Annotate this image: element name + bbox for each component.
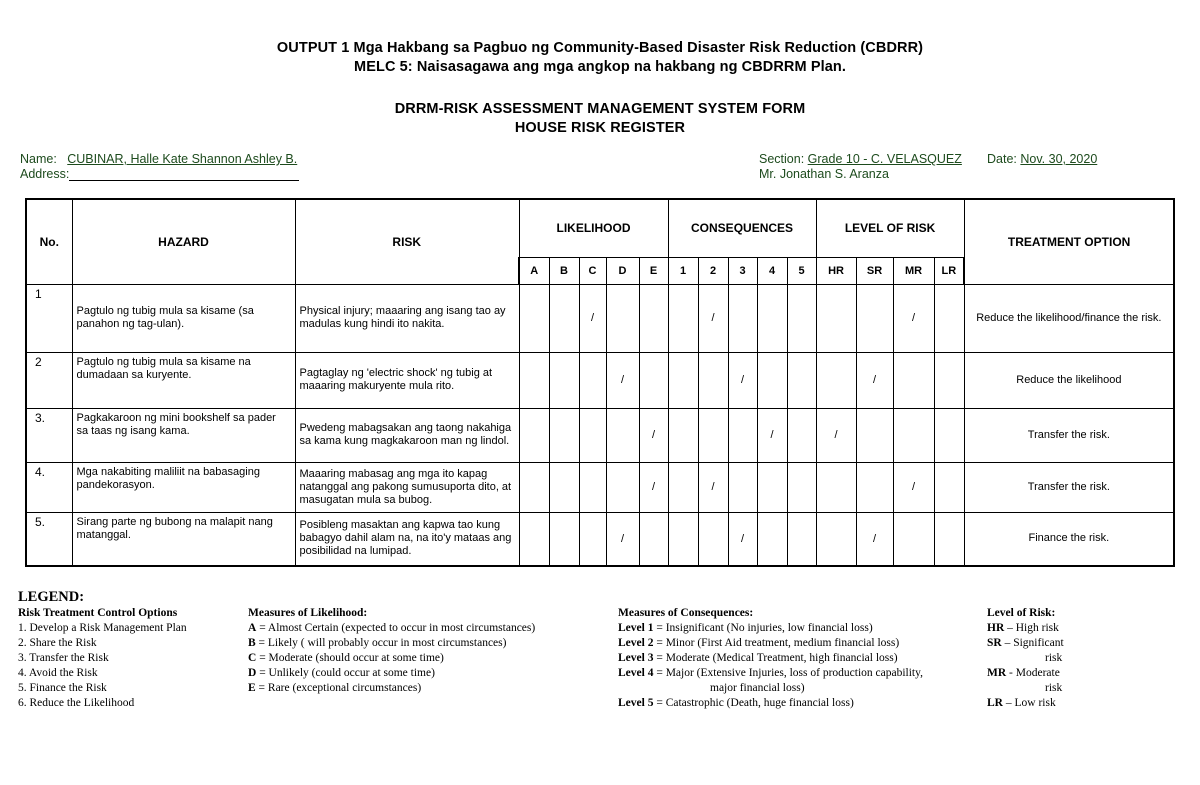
likelihood-mark-a (519, 408, 549, 462)
level-mark-mr: / (893, 462, 934, 512)
likelihood-mark-c (579, 408, 606, 462)
level-of-risk-item: risk (1045, 652, 1063, 664)
consequence-col-2: 2 (698, 257, 728, 284)
risk-cell: Pagtaglay ng 'electric shock' ng tubig at maaaring makuryente mula rito. (295, 352, 519, 408)
likelihood-mark-a (519, 284, 549, 352)
header-level-of-risk: LEVEL OF RISK (816, 199, 964, 257)
likelihood-heading: Measures of Likelihood: (248, 607, 368, 619)
level-of-risk-item: MR - Moderate (987, 667, 1060, 679)
consequence-mark-5 (787, 408, 816, 462)
table-row (26, 284, 1174, 352)
level-col-hr: HR (816, 257, 856, 284)
legend-treatment-options (18, 606, 187, 711)
consequence-mark-5 (787, 512, 816, 566)
address-field (20, 167, 299, 181)
level-mark-lr (934, 462, 964, 512)
register-body (26, 284, 1174, 566)
likelihood-item: B = Likely ( will probably occur in most circumstances) (248, 637, 507, 649)
level-mark-hr (816, 512, 856, 566)
likelihood-item: D = Unlikely (could occur at some time) (248, 667, 435, 679)
consequence-col-3: 3 (728, 257, 757, 284)
level-mark-lr (934, 408, 964, 462)
likelihood-mark-b (549, 352, 579, 408)
likelihood-mark-d (606, 462, 639, 512)
treatment-cell: Reduce the likelihood/finance the risk. (964, 284, 1174, 352)
row-number: 1 (26, 284, 72, 352)
address-label: Address: (20, 167, 70, 181)
name-value: CUBINAR, Halle Kate Shannon Ashley B. (67, 152, 298, 166)
consequence-mark-1 (668, 284, 698, 352)
likelihood-col-c: C (579, 257, 606, 284)
likelihood-col-b: B (549, 257, 579, 284)
row-number: 5. (26, 512, 72, 566)
section-field (759, 152, 962, 166)
level-of-risk-item: LR – Low risk (987, 697, 1056, 709)
likelihood-mark-d: / (606, 512, 639, 566)
likelihood-mark-a (519, 352, 549, 408)
likelihood-mark-d (606, 284, 639, 352)
likelihood-mark-c (579, 512, 606, 566)
consequence-mark-1 (668, 408, 698, 462)
header-no: No. (26, 199, 72, 284)
likelihood-item: C = Moderate (should occur at some time) (248, 652, 444, 664)
consequence-mark-1 (668, 512, 698, 566)
date-field (987, 152, 1097, 166)
legend (18, 589, 1188, 709)
consequence-mark-4 (757, 352, 787, 408)
level-mark-sr (856, 408, 893, 462)
consequence-mark-5 (787, 284, 816, 352)
row-number: 3. (26, 408, 72, 462)
likelihood-mark-b (549, 462, 579, 512)
date-label: Date: (987, 152, 1017, 166)
consequence-item: Level 1 = Insignificant (No injuries, low financial loss) (618, 622, 873, 634)
likelihood-mark-b (549, 512, 579, 566)
consequence-col-4: 4 (757, 257, 787, 284)
section-value: Grade 10 - C. VELASQUEZ (807, 152, 962, 166)
likelihood-mark-c (579, 352, 606, 408)
header-risk: RISK (295, 199, 519, 284)
table-row (26, 408, 1174, 462)
likelihood-mark-c (579, 462, 606, 512)
consequence-mark-5 (787, 352, 816, 408)
likelihood-col-e: E (639, 257, 668, 284)
consequence-item: Level 4 = Major (Extensive Injuries, loss of production capability, (618, 667, 923, 679)
consequence-mark-3 (728, 462, 757, 512)
level-of-risk-heading: Level of Risk: (987, 607, 1056, 619)
treatment-option-item: 3. Transfer the Risk (18, 652, 109, 664)
treatment-option-item: 1. Develop a Risk Management Plan (18, 622, 187, 634)
level-of-risk-item: SR – Significant (987, 637, 1064, 649)
table-row (26, 512, 1174, 566)
level-mark-lr (934, 512, 964, 566)
likelihood-mark-b (549, 284, 579, 352)
treatment-option-item: 4. Avoid the Risk (18, 667, 98, 679)
level-mark-sr (856, 284, 893, 352)
likelihood-mark-e: / (639, 408, 668, 462)
header-treatment-option: TREATMENT OPTION (964, 199, 1174, 284)
level-mark-lr (934, 352, 964, 408)
hazard-cell: Pagkakaroon ng mini bookshelf sa pader sa taas ng isang kama. (72, 408, 295, 462)
treatment-cell: Transfer the risk. (964, 408, 1174, 462)
section-label: Section: (759, 152, 805, 166)
consequence-mark-4 (757, 512, 787, 566)
risk-cell: Pwedeng mabagsakan ang taong nakahiga sa kama kung magkakaroon man ng lindol. (295, 408, 519, 462)
consequence-col-1: 1 (668, 257, 698, 284)
consequence-mark-2 (698, 408, 728, 462)
header-consequences: CONSEQUENCES (668, 199, 816, 257)
level-col-lr: LR (934, 257, 964, 284)
consequence-item: major financial loss) (710, 682, 805, 694)
document-title: OUTPUT 1 Mga Hakbang sa Pagbuo ng Community-Based Disaster Risk Reduction (CBDRR) (276, 40, 924, 56)
level-of-risk-item: risk (1045, 682, 1063, 694)
likelihood-mark-a (519, 512, 549, 566)
likelihood-col-d: D (606, 257, 639, 284)
consequences-heading: Measures of Consequences: (618, 607, 754, 619)
level-mark-sr: / (856, 512, 893, 566)
hazard-cell: Mga nakabiting maliliit na babasaging pandekorasyon. (72, 462, 295, 512)
consequence-mark-3 (728, 284, 757, 352)
treatment-option-item: 2. Share the Risk (18, 637, 97, 649)
form-title: DRRM-RISK ASSESSMENT MANAGEMENT SYSTEM FORM (394, 101, 806, 117)
likelihood-col-a: A (519, 257, 549, 284)
treatment-cell: Finance the risk. (964, 512, 1174, 566)
consequence-item: Level 5 = Catastrophic (Death, huge financial loss) (618, 697, 854, 709)
consequence-mark-1 (668, 352, 698, 408)
level-mark-mr (893, 352, 934, 408)
likelihood-mark-e: / (639, 462, 668, 512)
risk-cell: Posibleng masaktan ang kapwa tao kung babagyo dahil alam na, na ito'y mataas ang posibilidad na lumipad. (295, 512, 519, 566)
level-mark-mr (893, 512, 934, 566)
consequence-mark-2: / (698, 462, 728, 512)
likelihood-mark-a (519, 462, 549, 512)
level-mark-sr (856, 462, 893, 512)
table-row (26, 462, 1174, 512)
treatment-option-item: 6. Reduce the Likelihood (18, 697, 135, 709)
document-subtitle: MELC 5: Naisasagawa ang mga angkop na hakbang ng CBDRRM Plan. (354, 59, 846, 75)
likelihood-mark-c: / (579, 284, 606, 352)
consequence-col-5: 5 (787, 257, 816, 284)
level-mark-sr: / (856, 352, 893, 408)
name-label: Name: (20, 152, 57, 166)
legend-measures-of-consequences (618, 606, 923, 711)
treatment-cell: Transfer the risk. (964, 462, 1174, 512)
header-likelihood: LIKELIHOOD (519, 199, 668, 257)
consequence-mark-5 (787, 462, 816, 512)
consequence-mark-1 (668, 462, 698, 512)
consequence-mark-4 (757, 462, 787, 512)
level-col-sr: SR (856, 257, 893, 284)
row-number: 2 (26, 352, 72, 408)
consequence-mark-3: / (728, 512, 757, 566)
consequence-mark-4 (757, 284, 787, 352)
hazard-cell: Sirang parte ng bubong na malapit nang matanggal. (72, 512, 295, 566)
treatment-option-item: 5. Finance the Risk (18, 682, 107, 694)
level-of-risk-item: HR – High risk (987, 622, 1059, 634)
consequence-item: Level 3 = Moderate (Medical Treatment, high financial loss) (618, 652, 898, 664)
level-mark-mr (893, 408, 934, 462)
level-mark-lr (934, 284, 964, 352)
legend-title: LEGEND: (18, 589, 85, 605)
likelihood-mark-e (639, 284, 668, 352)
hazard-cell: Pagtulo ng tubig mula sa kisame (sa panahon ng tag-ulan). (72, 284, 295, 352)
house-risk-register-table (25, 198, 1175, 567)
level-mark-hr (816, 352, 856, 408)
likelihood-mark-e (639, 512, 668, 566)
legend-level-of-risk (987, 606, 1064, 711)
level-mark-hr (816, 462, 856, 512)
date-value: Nov. 30, 2020 (1020, 152, 1098, 166)
likelihood-mark-b (549, 408, 579, 462)
address-blank-line (69, 168, 299, 181)
likelihood-mark-d: / (606, 352, 639, 408)
level-col-mr: MR (893, 257, 934, 284)
consequence-mark-2 (698, 352, 728, 408)
risk-cell: Maaaring mabasag ang mga ito kapag natanggal ang pakong sumusuporta dito, at masugatan mula sa bubog. (295, 462, 519, 512)
consequence-mark-2 (698, 512, 728, 566)
likelihood-mark-e (639, 352, 668, 408)
likelihood-mark-d (606, 408, 639, 462)
consequence-mark-2: / (698, 284, 728, 352)
consequence-mark-3 (728, 408, 757, 462)
table-row (26, 352, 1174, 408)
hazard-cell: Pagtulo ng tubig mula sa kisame na dumadaan sa kuryente. (72, 352, 295, 408)
level-mark-hr (816, 284, 856, 352)
header-hazard: HAZARD (72, 199, 295, 284)
name-field (20, 152, 297, 166)
level-mark-mr: / (893, 284, 934, 352)
likelihood-item: A = Almost Certain (expected to occur in most circumstances) (248, 622, 536, 634)
row-number: 4. (26, 462, 72, 512)
risk-cell: Physical injury; maaaring ang isang tao ay madulas kung hindi ito nakita. (295, 284, 519, 352)
level-mark-hr: / (816, 408, 856, 462)
teacher-name: Mr. Jonathan S. Aranza (759, 167, 889, 181)
register-title: HOUSE RISK REGISTER (514, 120, 686, 136)
likelihood-item: E = Rare (exceptional circumstances) (248, 682, 422, 694)
consequence-mark-3: / (728, 352, 757, 408)
treatment-cell: Reduce the likelihood (964, 352, 1174, 408)
consequence-item: Level 2 = Minor (First Aid treatment, medium financial loss) (618, 637, 900, 649)
treatment-options-heading: Risk Treatment Control Options (18, 607, 178, 619)
consequence-mark-4: / (757, 408, 787, 462)
legend-measures-of-likelihood (248, 606, 535, 696)
